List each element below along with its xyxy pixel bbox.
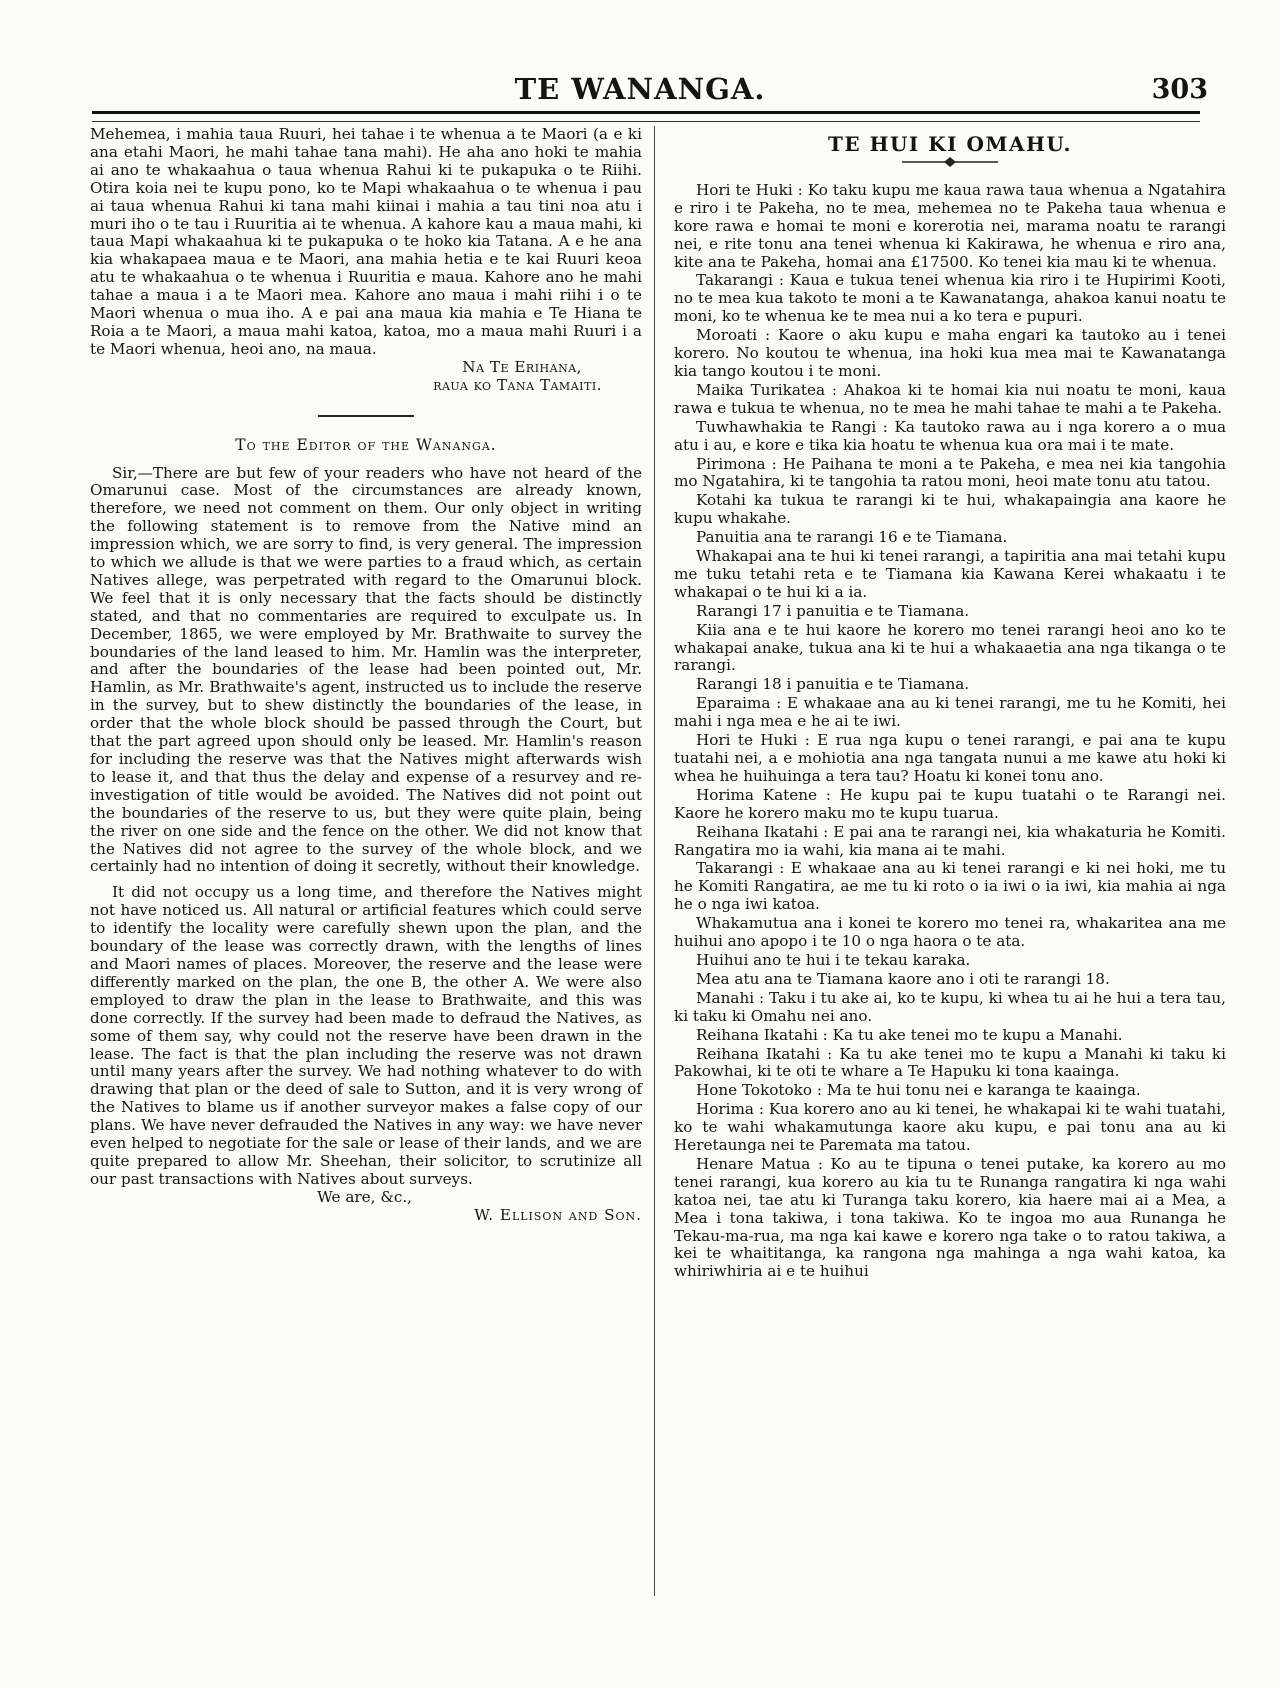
section-divider (318, 415, 414, 417)
section-title: TE HUI KI OMAHU. (828, 132, 1072, 156)
minutes-paragraph: Maika Turikatea : Ahakoa ki te homai kia nui noatu te moni, kaua rawa e tukua te whenua, no te mea he mahi tahae te mahi a te Pakeha. (674, 380, 1226, 417)
header-rule-thin (92, 121, 1200, 122)
minutes-paragraph: Whakamutua ana i konei te korero mo tenei ra, whakaritea ana me huihui ano apopo i te 10 o nga haora o te ata. (674, 914, 1226, 951)
minutes-paragraph: Horima : Kua korero ano au ki tenei, he whakapai ki te wahi tuatahi, ko te wahi whakamutunga kaore aku kupu, e pai tonu ana au ki Heretaunga nei te Paremata ma tatou. (674, 1100, 1226, 1155)
minutes-paragraph: Takarangi : E whakaae ana au ki tenei rarangi e ki nei hoki, me tu he Komiti Rangatira, ae me tu ki roto o ia iwi o ia iwi, kia mahia ai nga he o nga iwi katoa. (674, 859, 1226, 914)
signature-line-2: raua ko Tana Tamaiti. (433, 375, 602, 394)
column-divider (654, 126, 655, 1596)
right-column (674, 126, 1226, 1281)
minutes-paragraph: Kiia ana e te hui kaore he korero mo tenei rarangi heoi ano ko te whakapai anake, tukua ana ki te hui a whakaaetia ana nga tikanga o te rarangi. (674, 620, 1226, 675)
minutes-paragraph: Tuwhawhakia te Rangi : Ka tautoko rawa au i nga korero a o mua atu i au, e kore e tika kia hoatu te whenua kua ora mai i te mate. (674, 417, 1226, 454)
minutes-paragraph: Reihana Ikatahi : E pai ana te rarangi nei, kia whakaturia he Komiti. Rangatira mo ia wahi, kia mana ai te mahi. (674, 822, 1226, 859)
maori-letter-paragraph: Mehemea, i mahia taua Ruuri, hei tahae i te whenua a te Maori (a e ki ana etahi Maori, he mahi tahae tana mahi). He aha ano hoki te mahia ai ano te whakaahua o taua whenua Rahui ki te pukapuka o te Riihi. Otira koia nei te kupu pono, ko te Mapi whakaahua o te whenua i pau ai taua whenua Rahui ki tana mahi kiinai i mahia a tau tini noa atu i muri iho o te tau i Ruuritia ai te whenua. A kahore kau a maua mahi, ki taua Mapi whakaahua ki te pukapuka o te hoko kia Tatana. A e he ana kia whakapaea maua e te Maori, ana mahia hetia e te kai Ruuri keoa atu te whakaahua o te whenua i Ruuritia e maua. Kahore ano he mahi tahae a maua i a te Maori mea. Kahore ano maua i mahi riihi i o te Maori whenua o mua iho. A e pai ana maua kia mahia e Te Hiana te Roia a te Maori, a maua mahi katoa, katoa, mo a maua mahi Ruuri i a te Maori whenua, heoi ano, na maua. (90, 125, 642, 358)
minutes-paragraph: Rarangi 17 i panuitia e te Tiamana. (696, 601, 970, 620)
masthead (0, 72, 1280, 108)
minutes-paragraph: Panuitia ana te rarangi 16 e te Tiamana. (696, 528, 1008, 547)
minutes-paragraph: Takarangi : Kaua e tukua tenei whenua kia riro i te Hupirimi Kooti, no te mea kua takoto te moni a te Kawanatanga, ahakoa kanui noatu te moni, ko te whenua ke te mea nui a ko tera e pupuri. (674, 271, 1226, 326)
minutes-paragraph: Huihui ano te hui i te tekau karaka. (696, 950, 971, 969)
minutes-paragraph: Eparaima : E whakaae ana au ki tenei rarangi, me tu he Komiti, hei mahi i nga mea e he ai te iwi. (674, 694, 1226, 731)
minutes-paragraph: Hori te Huki : Ko taku kupu me kaua rawa taua whenua a Ngatahira e riro i te Pakeha, no te mea, mehemea no te Pakeha taua whenua e kore rawa e homai te moni e korerotia nei, marama noatu te rarangi nei, e rite tonu ana tenei whenua ki Kakirawa, he whenua e riro ana, kite ana te Pakeha, homai ana £17500. Ko tenei kia mau ki te whenua. (674, 180, 1226, 271)
ornament-divider (900, 156, 1000, 168)
minutes-paragraph: Henare Matua : Ko au te tipuna o tenei putake, ka korero au mo tenei rarangi, kua korero au kia tu te Runanga rangatira ki nga wahi katoa nei, tae atu ki Turanga taku korero, kia haere mai ai a Mea, a Mea i tona takiwa, i tona takiwa. Ko te ingoa mo aua Runanga he Tekau-ma-rua, ma nga kai kawe e korero nga take o to ratou takiwa, a kei te whaititanga, ka rangona nga mahinga a nga wahi katoa, ka whiriwhiria ai e te huihui (674, 1154, 1226, 1281)
minutes-paragraph: Pirimona : He Paihana te moni a te Pakeha, e mea nei kia tangohia mo Ngatahira, ki te tangohia ta ratou moni, heoi mate tonu atu tatou. (674, 454, 1226, 491)
signature-line-1: Na Te Erihana, (462, 357, 582, 376)
minutes-paragraph: Mea atu ana te Tiamana kaore ano i oti te rarangi 18. (696, 969, 1110, 988)
minutes-paragraph: Reihana Ikatahi : Ka tu ake tenei mo te kupu a Manahi ki taku ki Pakowhai, ki te oti te whare a Te Hapuku ki tona kaainga. (674, 1044, 1226, 1081)
minutes-paragraph: Kotahi ka tukua te rarangi ki te hui, whakapaingia ana kaore he kupu whakahe. (674, 491, 1226, 528)
minutes-paragraph: Rarangi 18 i panuitia e te Tiamana. (696, 675, 970, 694)
letter-closing: We are, &c., (317, 1187, 412, 1206)
page-number: 303 (1151, 74, 1208, 105)
minutes-paragraph: Reihana Ikatahi : Ka tu ake tenei mo te kupu a Manahi. (696, 1025, 1123, 1044)
header-rule (92, 111, 1200, 114)
letter-paragraph-1: Sir,—There are but few of your readers who have not heard of the Omarunui case. Most of the circumstances are already known, therefore, we need not comment on them. Our only object in writing the following statement is to remove from the Native mind an impression which, we are sorry to find, is very general. The impression to which we allude is that we were parties to a fraud which, as certain Natives allege, was perpetrated with regard to the Omarunui block. We feel that it is only necessary that the facts should be distinctly stated, and that no commentaries are required to exculpate us. In December, 1865, we were employed by Mr. Brathwaite to survey the boundaries of the land leased to him. Mr. Hamlin was the interpreter, and after the boundaries of the lease had been pointed out, Mr. Hamlin, as Mr. Brathwaite's agent, instructed us to include the reserve in the survey, but to shew distinctly the boundaries of the lease, in order that the whole block should be passed through the Court, but that the part agreed upon should only be leased. Mr. Hamlin's reason for including the reserve was that the Natives might afterwards wish to lease it, and that thus the delay and expense of a resurvey and re-investigation of title would be avoided. The Natives did not point out the boundaries of the reserve to us, but they were quite plain, being the river on one side and the fence on the other. We did not know that the Natives did not agree to the survey of the whole block, and we certainly had no intention of doing it secretly, without their knowledge. (90, 463, 642, 876)
minutes-paragraph: Manahi : Taku i tu ake ai, ko te kupu, ki whea tu ai he hui a tera tau, ki taku ki Omahu nei ano. (674, 988, 1226, 1025)
minutes-paragraph: Whakapai ana te hui ki tenei rarangi, a tapiritia ana mai tetahi kupu me tuku tetahi reta e te Tiamana kia Kawana Kerei whakaatu i te whakapai o te hui ki a ia. (674, 547, 1226, 601)
letter-heading: To the Editor of the Wananga. (235, 435, 497, 454)
minutes-paragraph: Hone Tokotoko : Ma te hui tonu nei e karanga te kaainga. (696, 1081, 1141, 1100)
newspaper-title: TE WANANGA. (514, 72, 766, 106)
letter-signature: W. Ellison and Son. (474, 1205, 642, 1224)
letter-paragraph-2: It did not occupy us a long time, and therefore the Natives might not have noticed us. All natural or artificial features which could serve to identify the locality were carefully shewn upon the plan, and the boundary of the lease was correctly drawn, with the lengths of lines and Maori names of places. Moreover, the reserve and the lease were differently marked on the plan, the one B, the other A. We were also employed to draw the plan in the lease to Brathwaite, and this was done correctly. If the survey had been made to defraud the Natives, as some of them say, why could not the reserve have been drawn in the lease. The fact is that the plan including the reserve was not drawn until many years after the survey. We had nothing whatever to do with drawing that plan or the deed of sale to Sutton, and it is very wrong of the Natives to blame us if another surveyor makes a false copy of our plans. We have never defrauded the Natives in any way: we have never even helped to negotiate for the sale or lease of their lands, and we are quite prepared to allow Mr. Sheehan, their solicitor, to scrutinize all our past transactions with Natives about surveys. (90, 883, 642, 1188)
minutes-paragraph: Horima Katene : He kupu pai te kupu tuatahi o te Rarangi nei. Kaore he korero maku mo te kupu tuarua. (674, 785, 1226, 822)
minutes-paragraph: Hori te Huki : E rua nga kupu o tenei rarangi, e pai ana te kupu tuatahi nei, a e mohiotia ana nga tangata nunui a me kawe atu hoki ki whea he huihuinga a tera tau? Hoatu ki konei tonu ano. (674, 731, 1226, 785)
left-column (90, 126, 642, 1225)
minutes-paragraph: Moroati : Kaore o aku kupu e maha engari ka tautoko au i tenei korero. No koutou te whenua, ina hoki kua mea mai te Kawanatanga kia tango koutou i te moni. (674, 326, 1226, 380)
